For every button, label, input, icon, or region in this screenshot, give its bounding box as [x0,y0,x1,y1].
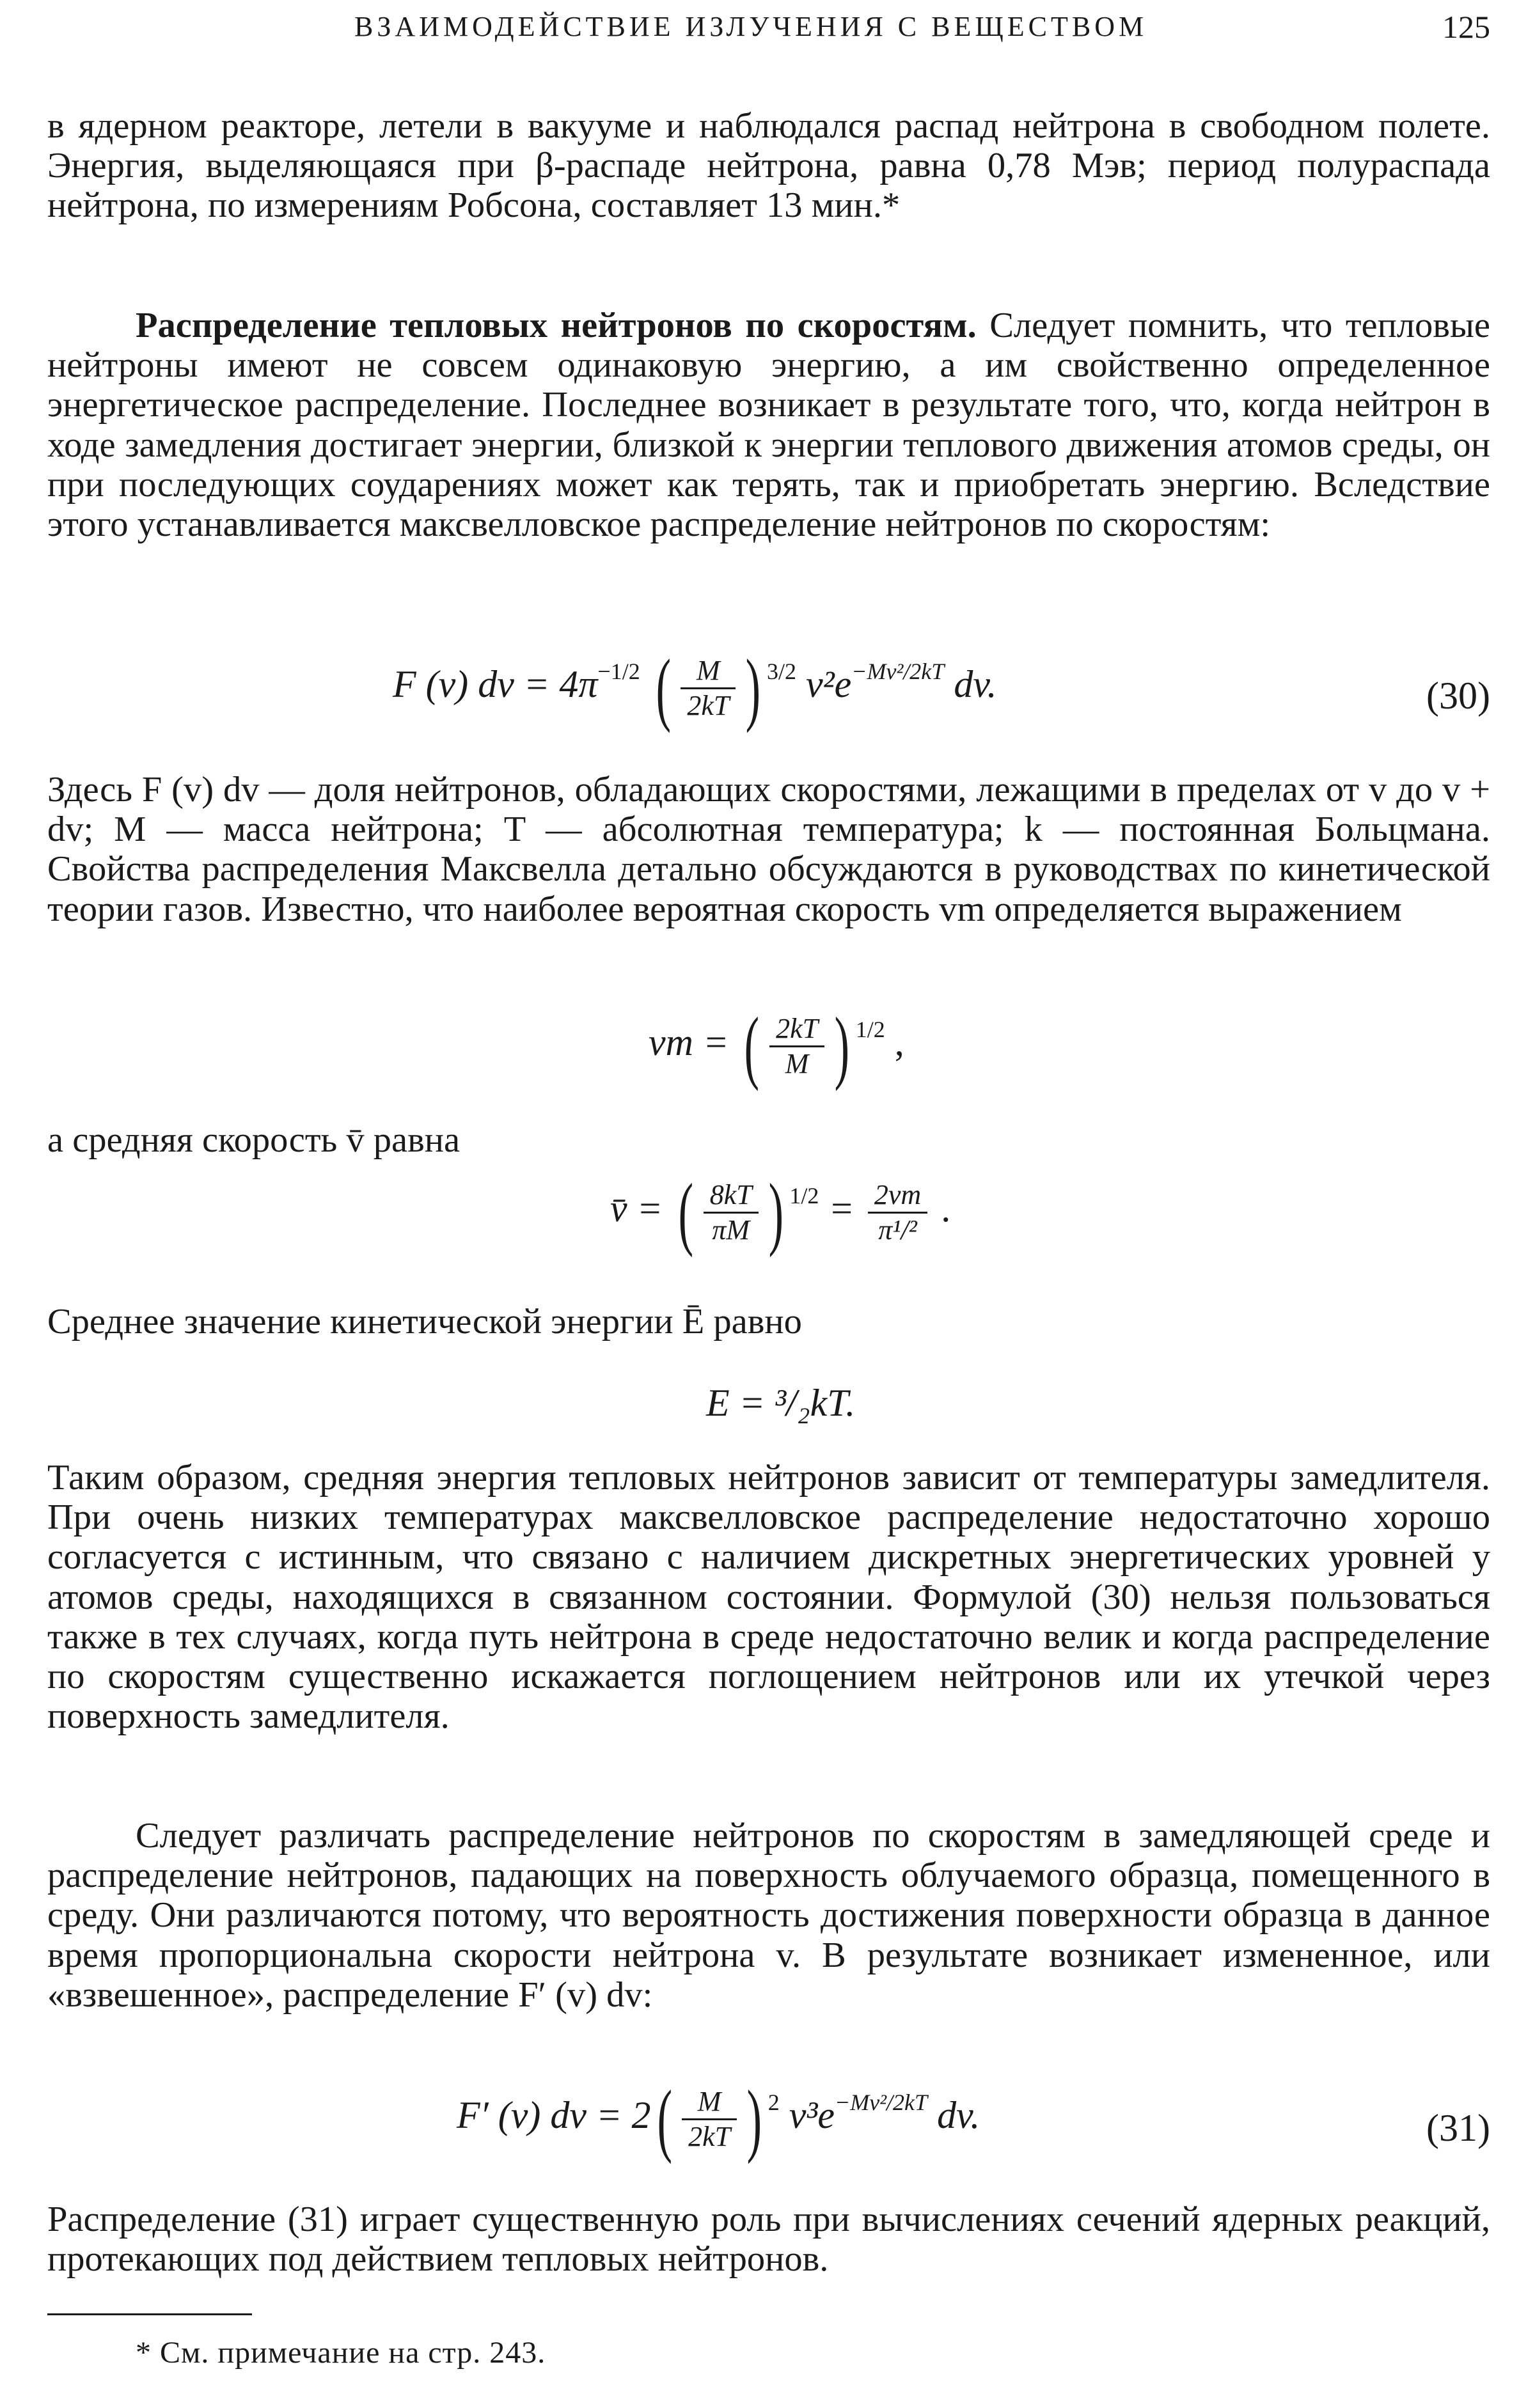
running-title: ВЗАИМОДЕЙСТВИЕ ИЗЛУЧЕНИЯ С ВЕЩЕСТВОМ [354,11,1148,42]
paragraph-mean-speed-intro: а средняя скорость v̄ равна [47,1120,460,1160]
paragraph-temperature-dependence: Таким образом, средняя энергия тепловых нейтронов зависит от температуры замедлителя. При очень низких температурах максвелловское распределение недостаточно хорошо согласуется с истинным, что связано с наличием дискретных энергетических уровней у атомов среды, находящихся в связанном состоянии. Формулой (30) нельзя пользоваться также в тех случаях, когда путь нейтрона в среде недостаточно велик и когда распределение по скоростям существенно искажается поглощением нейтронов или их утечкой через поверхность замедлителя. [47,1458,1490,1737]
paragraph-mean-energy-intro: Среднее значение кинетической энергии Ē равно [47,1302,802,1341]
formula-mean-energy: E = ³/₂kT. [706,1382,856,1424]
paragraph-weighted-distribution: Следует различать распределение нейтронов по скоростям в замедляющей среде и распределение нейтронов, падающих на поверхность облучаемого образца, помещенного в среду. Они различаются потому, что вероятность достижения поверхности образца в данное время пропорциональна скорости нейтрона v. В результате возникает измененное, или «взвешенное», распределение F′ (v) dv: [47,1816,1490,2015]
formula-30: F (v) dv = $4\pi^{-1/2}$ ( $\frac{M}{2kT}$ ) $^{3/2}$ $v^2e^{-Mv^2/2kT}$ dv. (30) [393,643,1490,733]
formula-most-probable-speed: vm = ( $\frac{2kT}{M}$ ) $^{1/2}$ , [649,1001,904,1091]
equation-number-30: (30) [1426,675,1490,717]
running-head [47,8,1490,46]
formula-30-lhs: F (v) dv = 4π [393,662,598,705]
formula-31-lhs: F′ (v) dv = 2 [457,2093,651,2136]
section-body: Следует помнить, что тепловые нейтроны имеют не совсем одинаковую энергию, а им свойственно определенное энергетическое распределение. Последнее возникает в результате того, что, когда нейтрон в ходе замедления достигает энергии, близкой к энергии теплового движения атомов среды, он при последующих соударениях может как терять, так и приобретать энергию. Вследствие этого устанавливается максвелловское распределение нейтронов по скоростям: [47,306,1491,545]
equation-number-31: (31) [1426,2107,1490,2149]
book-page [47,0,1490,2408]
footnote-divider [47,2313,252,2315]
paragraph-cross-sections: Распределение (31) играет существенную роль при вычислениях сечений ядерных реакций, протекающих под действием тепловых нейтронов. [47,2200,1490,2279]
paragraph-thermal-distribution [47,306,1490,544]
footnote: * См. примечание на стр. 243. [136,2336,546,2370]
section-heading: Распределение тепловых нейтронов по скоростям. [136,306,977,345]
formula-31: F′ (v) dv = 2( $\frac{M}{2kT}$ ) $^2$ $v^3e^{-Mv^2/2kT}$ dv. (31) [457,2074,1490,2164]
paragraph-definitions: Здесь F (v) dv — доля нейтронов, обладающих скоростями, лежащими в пределах от v до v + dv; M — масса нейтрона; T — абсолютная температура; k — постоянная Больцмана. Свойства распределения Максвелла детально обсуждаются в руководствах по кинетической теории газов. Известно, что наиболее вероятная скорость vm определяется выражением [47,770,1490,929]
page-number: 125 [1442,9,1490,45]
formula-mean-speed: v̄ = ( $\frac{8kT}{\pi M}$ ) $^{1/2}$ = $\frac{2vm}{\text{π¹/²}}$ . [610,1167,951,1258]
paragraph-neutron-decay: в ядерном реакторе, летели в вакууме и наблюдался распад нейтрона в свободном полете. Энергия, выделяющаяся при β-распаде нейтрона, равна 0,78 Мэв; период полураспада нейтрона, по измерениям Робсона, составляет 13 мин.* [47,106,1490,226]
